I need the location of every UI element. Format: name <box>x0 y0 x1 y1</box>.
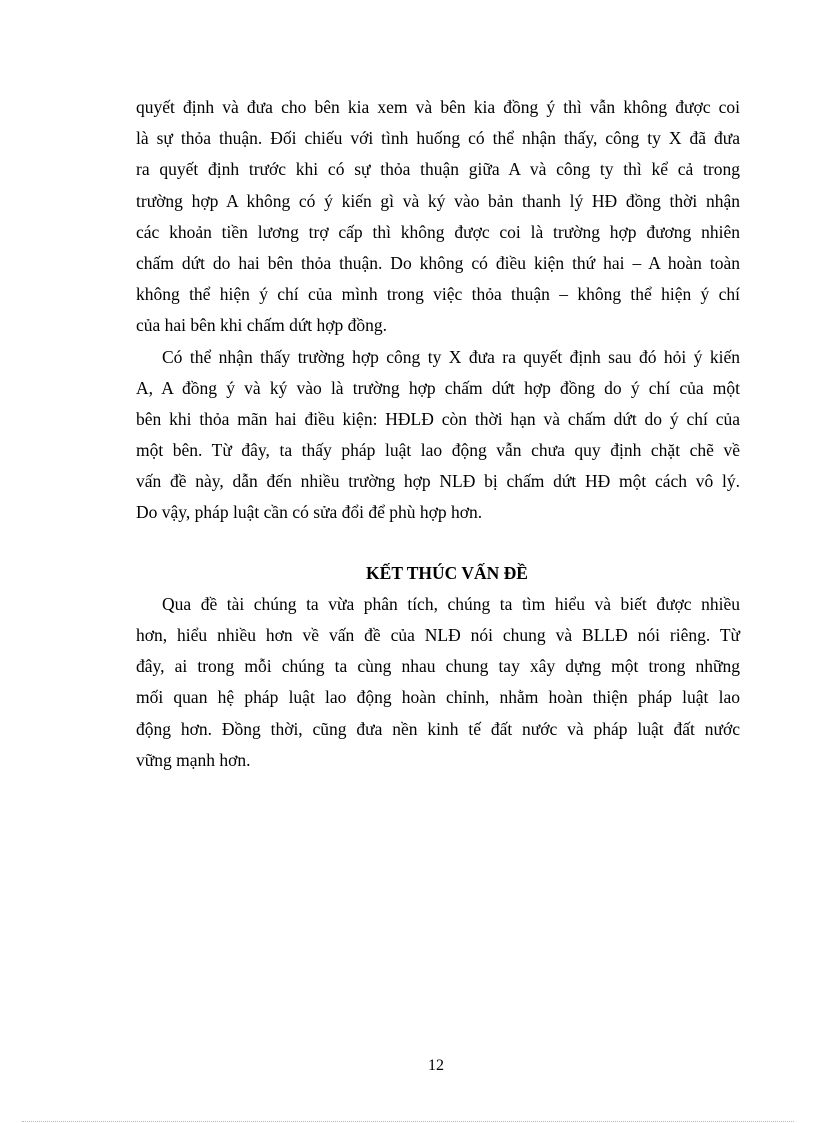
paragraph-1 <box>136 92 740 342</box>
text-line: Có thể nhận thấy trường hợp công ty X đưa ra quyết định sau đó hỏi ý kiến <box>162 346 740 367</box>
conclusion-paragraph <box>136 589 740 776</box>
text-line: A, A đồng ý và ký vào là trường hợp chấm dứt hợp đồng do ý chí của một <box>136 377 740 398</box>
text-line: ra quyết định trước khi có sự thỏa thuận giữa A và công ty thì kể cả trong <box>136 159 740 180</box>
text-line: Do vậy, pháp luật cần có sửa đổi để phù hợp hơn. <box>136 502 483 523</box>
text-line: chấm dứt do hai bên thỏa thuận. Do không có điều kiện thứ hai – A hoàn toàn <box>136 252 740 273</box>
text-line: hơn, hiểu nhiều hơn về vấn đề của NLĐ nói chung và BLLĐ nói riêng. Từ <box>136 625 740 645</box>
text-line: mối quan hệ pháp luật lao động hoàn chỉnh, nhằm hoàn thiện pháp luật lao <box>136 687 740 708</box>
text-line: động hơn. Đồng thời, cũng đưa nền kinh tế đất nước và pháp luật đất nước <box>136 718 740 739</box>
text-line: không thể hiện ý chí của mình trong việc thỏa thuận – không thể hiện ý chí <box>136 284 740 305</box>
text-line: là sự thỏa thuận. Đối chiếu với tình huống có thể nhận thấy, công ty X đã đưa <box>136 128 740 149</box>
text-line: vững mạnh hơn. <box>136 749 251 770</box>
text-line: trường hợp A không có ý kiến gì và ký vào bản thanh lý HĐ đồng thời nhận <box>136 190 740 211</box>
text-line: quyết định và đưa cho bên kia xem và bên kia đồng ý thì vẫn không được coi <box>136 97 740 117</box>
text-line: Qua đề tài chúng ta vừa phân tích, chúng ta tìm hiểu và biết được nhiều <box>162 593 740 614</box>
page-number: 12 <box>428 1057 444 1074</box>
page-bottom-divider <box>22 1121 794 1122</box>
text-line: một bên. Từ đây, ta thấy pháp luật lao động vẫn chưa quy định chặt chẽ về <box>136 440 740 461</box>
text-line: đây, ai trong mỗi chúng ta cùng nhau chung tay xây dựng một trong những <box>136 656 740 677</box>
paragraph-2 <box>136 342 740 529</box>
text-line: các khoản tiền lương trợ cấp thì không được coi là trường hợp đương nhiên <box>136 221 740 242</box>
text-line: của hai bên khi chấm dứt hợp đồng. <box>136 315 388 336</box>
section-heading: KẾT THÚC VẤN ĐỀ <box>366 562 528 583</box>
text-line: vấn đề này, dẫn đến nhiều trường hợp NLĐ bị chấm dứt HĐ một cách vô lý. <box>136 471 740 492</box>
page-body <box>136 92 740 776</box>
text-line: bên khi thỏa mãn hai điều kiện: HĐLĐ còn thời hạn và chấm dứt do ý chí của <box>136 408 740 429</box>
